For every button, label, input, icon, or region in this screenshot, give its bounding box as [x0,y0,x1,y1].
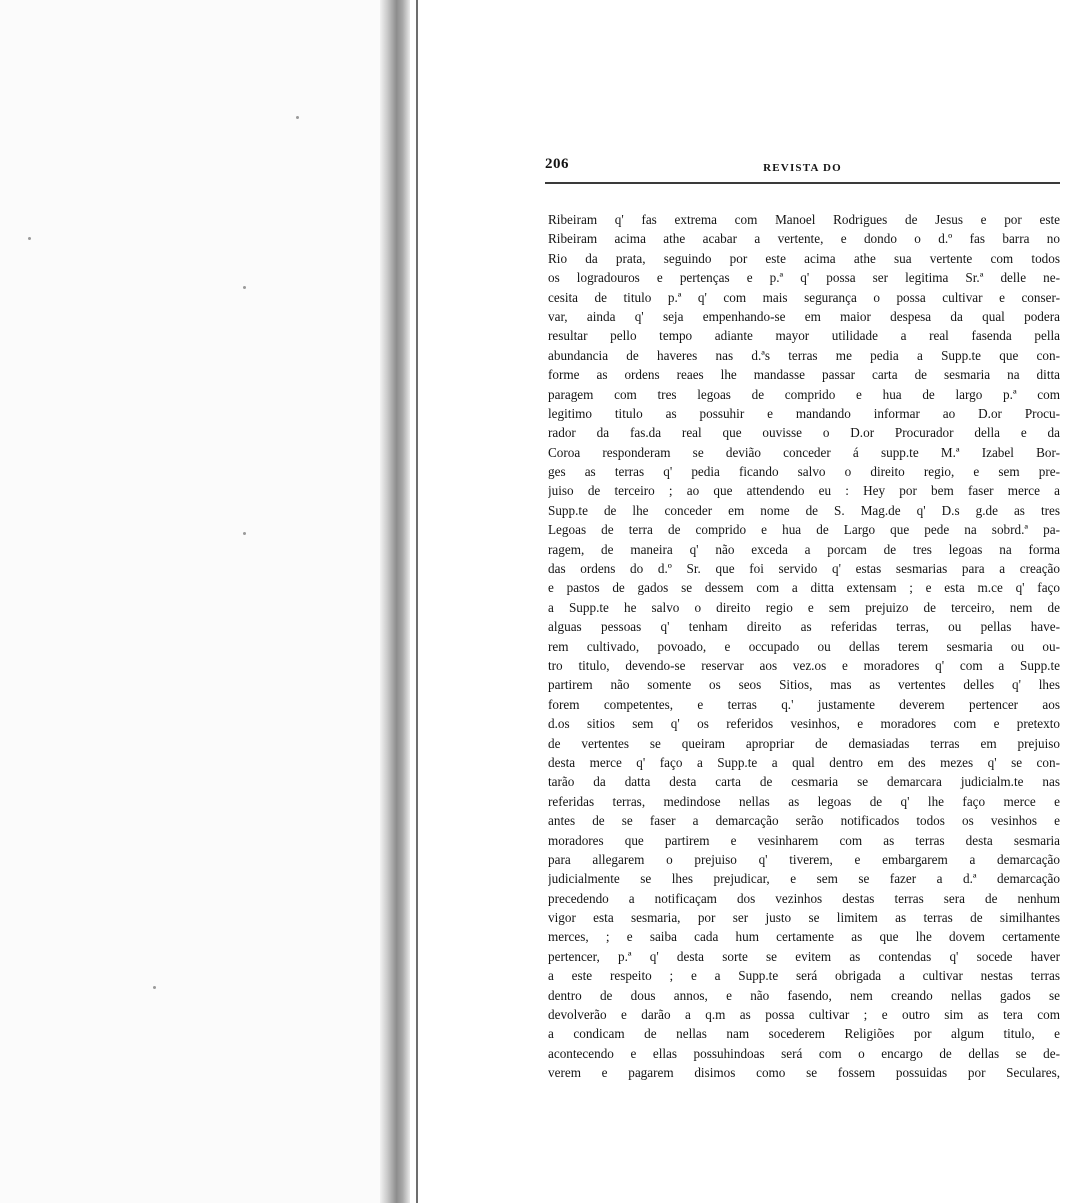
text-line: d.os sitios sem q' os referidos vesinhos, e moradores com e pretexto [548,716,1060,732]
text-line: vigor esta sesmaria, por ser justo se limitem as terras de similhantes [548,910,1060,926]
text-line: judicialmente se lhes prejudicar, e sem se fazer a d.ª demarcação [548,871,1060,887]
text-line: antes de se faser a demarcação serão notificados todos os vesinhos e [548,813,1060,829]
text-line: partirem não somente os seos Sitios, mas as vertentes delles q' lhes [548,677,1060,693]
book-page [545,150,1060,1081]
text-line: ges as terras q' pedia ficando salvo o direito regio, e sem pre- [548,464,1060,480]
text-line: alguas pessoas q' tenham direito as referidas terras, ou pellas have- [548,619,1060,635]
text-line: das ordens do d.º Sr. que foi servido q' estas sesmarias para a creação [548,561,1060,577]
text-line: e pastos de gados se dessem com a ditta extensam ; e esta m.ce q' faço [548,580,1060,596]
header-rule [545,182,1060,184]
text-line: para allegarem o prejuiso q' tiverem, e embargarem a demarcação [548,851,1060,867]
facing-page-margin [0,0,405,1203]
text-line: rem cultivado, povoado, e occupado ou dellas terem sesmaria ou ou- [548,638,1060,654]
text-line: dentro de dous annos, e não fasendo, nem creando nellas gados se [548,987,1060,1003]
text-line: verem e pagarem disimos como se fossem possuidas por Seculares, [548,1065,1060,1081]
text-line: var, ainda q' seja empenhando-se em maior despesa da qual podera [548,308,1060,324]
text-line: Ribeiram acima athe acabar a vertente, e dondo o d.º fas barra no [548,231,1060,247]
text-line: ragem, de maneira q' não exceda a porcam de tres legoas na forma [548,541,1060,557]
text-line: forem competentes, e terras q.' justamente deverem pertencer aos [548,696,1060,712]
text-line: merces, ; e saiba cada hum certamente as que lhe dovem certamente [548,929,1060,945]
text-line: forme as ordens reaes lhe mandasse passar carta de sesmaria na ditta [548,367,1060,383]
scan-speck [296,116,299,119]
text-line: tro titulo, devendo-se reservar aos vez.os e moradores q' com a Supp.te [548,657,1060,673]
text-line: rador da fas.da real que ouvisse o D.or Procurador della e da [548,425,1060,441]
scan-speck [243,532,246,535]
page-header [545,150,1060,180]
text-line: desta merce q' faço a Supp.te a qual dentro em des mezes q' se con- [548,754,1060,770]
book-gutter-line [416,0,418,1203]
text-line: moradores que partirem e vesinharem com as terras desta sesmaria [548,832,1060,848]
text-line: legitimo titulo as possuhir e mandando informar ao D.or Procu- [548,405,1060,421]
text-line: Legoas de terra de comprido e hua de Largo que pede na sobrd.ª pa- [548,522,1060,538]
scan-speck [28,237,31,240]
text-line: paragem com tres legoas de comprido e hua de largo p.ª com [548,386,1060,402]
text-line: pertencer, p.ª q' desta sorte se evitem as contendas q' socede haver [548,948,1060,964]
text-line: resultar pello tempo adiante mayor utilidade a real fasenda pella [548,328,1060,344]
book-gutter-shadow [380,0,410,1203]
text-line: Coroa responderam se devião conceder á supp.te M.ª Izabel Bor- [548,444,1060,460]
page-body-text [548,210,1060,1083]
text-line: os logradouros e pertenças e p.ª q' possa ser legitima Sr.ª delle ne- [548,270,1060,286]
text-line: juiso de terceiro ; ao que attendendo eu : Hey por bem faser merce a [548,483,1060,499]
text-line: referidas terras, medindose nellas as legoas de q' lhe faço merce e [548,793,1060,809]
text-line: devolverão e darão a q.m as possa cultivar ; e outro sim as tera com [548,1007,1060,1023]
text-line: a Supp.te he salvo o direito regio e sem prejuizo de terceiro, nem de [548,599,1060,615]
scan-speck [243,286,246,289]
scan-speck [153,986,156,989]
text-line: a condicam de nellas nam socederem Religiões por algum titulo, e [548,1026,1060,1042]
text-line: abundancia de haveres nas d.ªs terras me pedia a Supp.te que con- [548,347,1060,363]
page-number: 206 [545,156,569,172]
text-line: precedendo a notificaçam dos vezinhos destas terras sera de nenhum [548,890,1060,906]
text-line: tarão da datta desta carta de cesmaria se demarcara judicialm.te nas [548,774,1060,790]
text-line: Ribeiram q' fas extrema com Manoel Rodrigues de Jesus e por este [548,212,1060,227]
text-line: de vertentes se queiram apropriar de demasiadas terras em prejuiso [548,735,1060,751]
running-title: REVISTA DO [763,162,842,174]
text-line: Supp.te de lhe conceder em nome de S. Mag.de q' D.s g.de as tres [548,502,1060,518]
text-line: cesita de titulo p.ª q' com mais segurança o possa cultivar e conser- [548,289,1060,305]
text-line: a este respeito ; e a Supp.te será obrigada a cultivar nestas terras [548,968,1060,984]
text-line: acontecendo e ellas possuhindoas será com o encargo de dellas se de- [548,1045,1060,1061]
text-line: Rio da prata, seguindo por este acima athe sua vertente com todos [548,250,1060,266]
